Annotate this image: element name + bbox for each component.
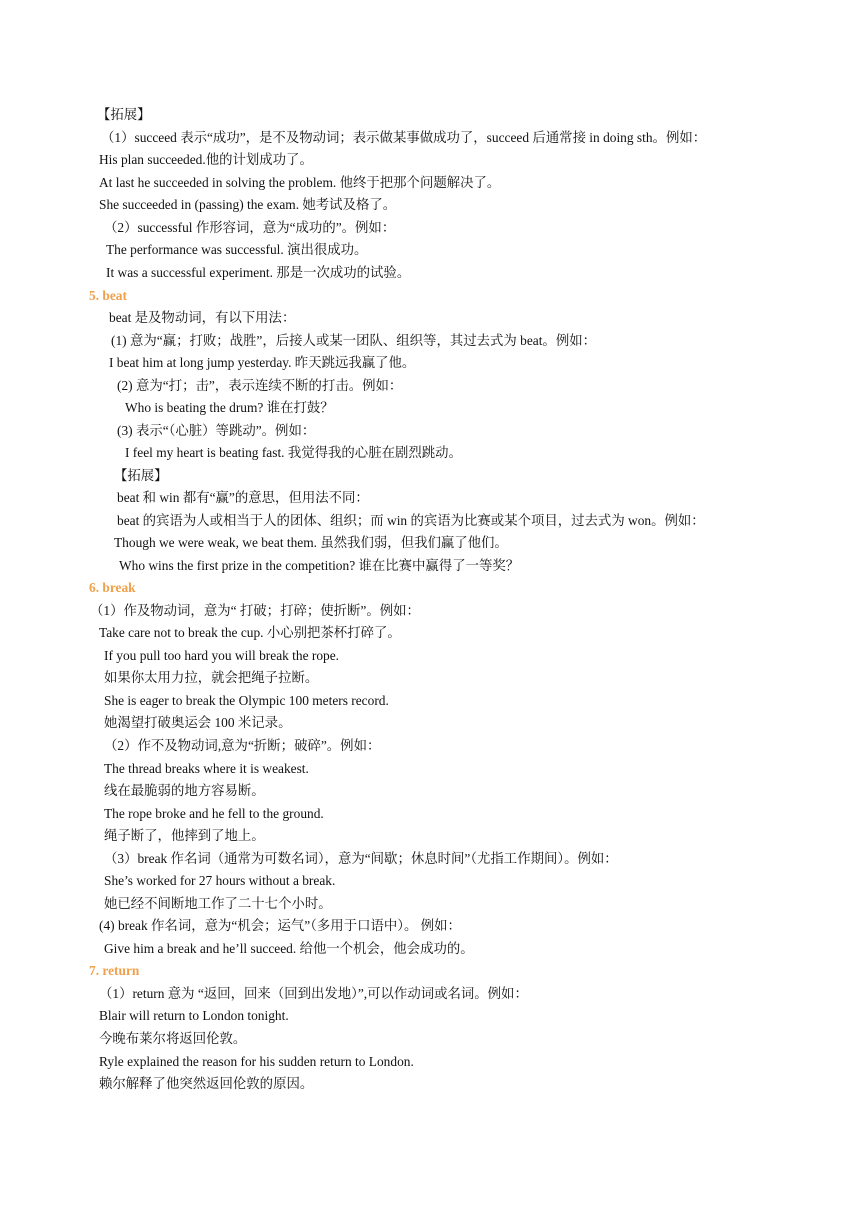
text-line: It was a successful experiment. 那是一次成功的试验。 xyxy=(106,265,411,280)
text-line: I beat him at long jump yesterday. 昨天跳远我赢了他。 xyxy=(109,355,416,370)
text-line: （2）作不及物动词,意为“折断；破碎”。例如： xyxy=(104,738,381,753)
text-line: (3) 表示“（心脏）等跳动”。例如： xyxy=(117,423,316,438)
text-line: 她渴望打破奥运会 100 米记录。 xyxy=(104,715,292,730)
text-line: Blair will return to London tonight. xyxy=(99,1008,289,1023)
text-line: （2）successful 作形容词，意为“成功的”。例如： xyxy=(104,220,396,235)
text-line: Take care not to break the cup. 小心别把茶杯打碎了。 xyxy=(99,625,401,640)
text-line: 她已经不间断地工作了二十七个小时。 xyxy=(104,896,332,911)
text-line: Who wins the first prize in the competition? 谁在比赛中赢得了一等奖？ xyxy=(119,558,520,573)
text-line: beat 是及物动词，有以下用法： xyxy=(109,310,296,325)
extension-label: 【拓展】 xyxy=(114,468,168,483)
section-heading-return: 7. return xyxy=(89,963,140,978)
text-line: (4) break 作名词，意为“机会；运气”（多用于口语中）。 例如： xyxy=(99,918,461,933)
text-line: She is eager to break the Olympic 100 meters record. xyxy=(104,693,389,708)
text-line: Who is beating the drum? 谁在打鼓？ xyxy=(125,400,334,415)
text-line: The thread breaks where it is weakest. xyxy=(104,761,309,776)
text-line: The performance was successful. 演出很成功。 xyxy=(106,242,368,257)
text-line: At last he succeeded in solving the problem. 他终于把那个问题解决了。 xyxy=(99,175,501,190)
text-line: The rope broke and he fell to the ground. xyxy=(104,806,324,821)
text-line: 线在最脆弱的地方容易断。 xyxy=(104,783,265,798)
text-line: (2) 意为“打；击”，表示连续不断的打击。例如： xyxy=(117,378,403,393)
text-line: （1）return 意为 “返回，回来（回到出发地）”,可以作动词或名词。例如： xyxy=(99,986,528,1001)
text-line: 今晚布莱尔将返回伦敦。 xyxy=(99,1031,247,1046)
text-line: If you pull too hard you will break the rope. xyxy=(104,648,340,663)
text-line: （1）succeed 表示“成功”，是不及物动词；表示做某事做成功了，succeed 后通常接 in doing sth。例如： xyxy=(101,130,707,145)
text-line: 如果你太用力拉，就会把绳子拉断。 xyxy=(104,670,319,685)
section-heading-beat: 5. beat xyxy=(89,288,127,303)
text-line: She’s worked for 27 hours without a break. xyxy=(104,873,336,888)
text-line: She succeeded in (passing) the exam. 她考试及格了。 xyxy=(99,197,397,212)
text-line: beat 的宾语为人或相当于人的团体、组织；而 win 的宾语为比赛或某个项目，过去式为 won。例如： xyxy=(117,513,705,528)
text-line: (1) 意为“赢；打败；战胜”，后接人或某一团队、组织等，其过去式为 beat。例如： xyxy=(111,333,596,348)
text-line: beat 和 win 都有“赢”的意思，但用法不同： xyxy=(117,490,369,505)
extension-label: 【拓展】 xyxy=(97,107,151,122)
text-line: His plan succeeded.他的计划成功了。 xyxy=(99,152,313,167)
text-line: Ryle explained the reason for his sudden return to London. xyxy=(99,1054,414,1069)
text-line: Give him a break and he’ll succeed. 给他一个机会，他会成功的。 xyxy=(104,941,474,956)
section-heading-break: 6. break xyxy=(89,580,136,595)
text-line: Though we were weak, we beat them. 虽然我们弱，但我们赢了他们。 xyxy=(114,535,508,550)
text-line: （1）作及物动词，意为“ 打破；打碎；使折断”。例如： xyxy=(90,603,420,618)
text-line: （3）break 作名词（通常为可数名词），意为“间歇；休息时间”（尤指工作期间）。例如： xyxy=(104,851,618,866)
text-line: 赖尔解释了他突然返回伦敦的原因。 xyxy=(99,1076,314,1091)
text-line: I feel my heart is beating fast. 我觉得我的心脏在剧烈跳动。 xyxy=(125,445,462,460)
text-line: 绳子断了，他摔到了地上。 xyxy=(104,828,265,843)
